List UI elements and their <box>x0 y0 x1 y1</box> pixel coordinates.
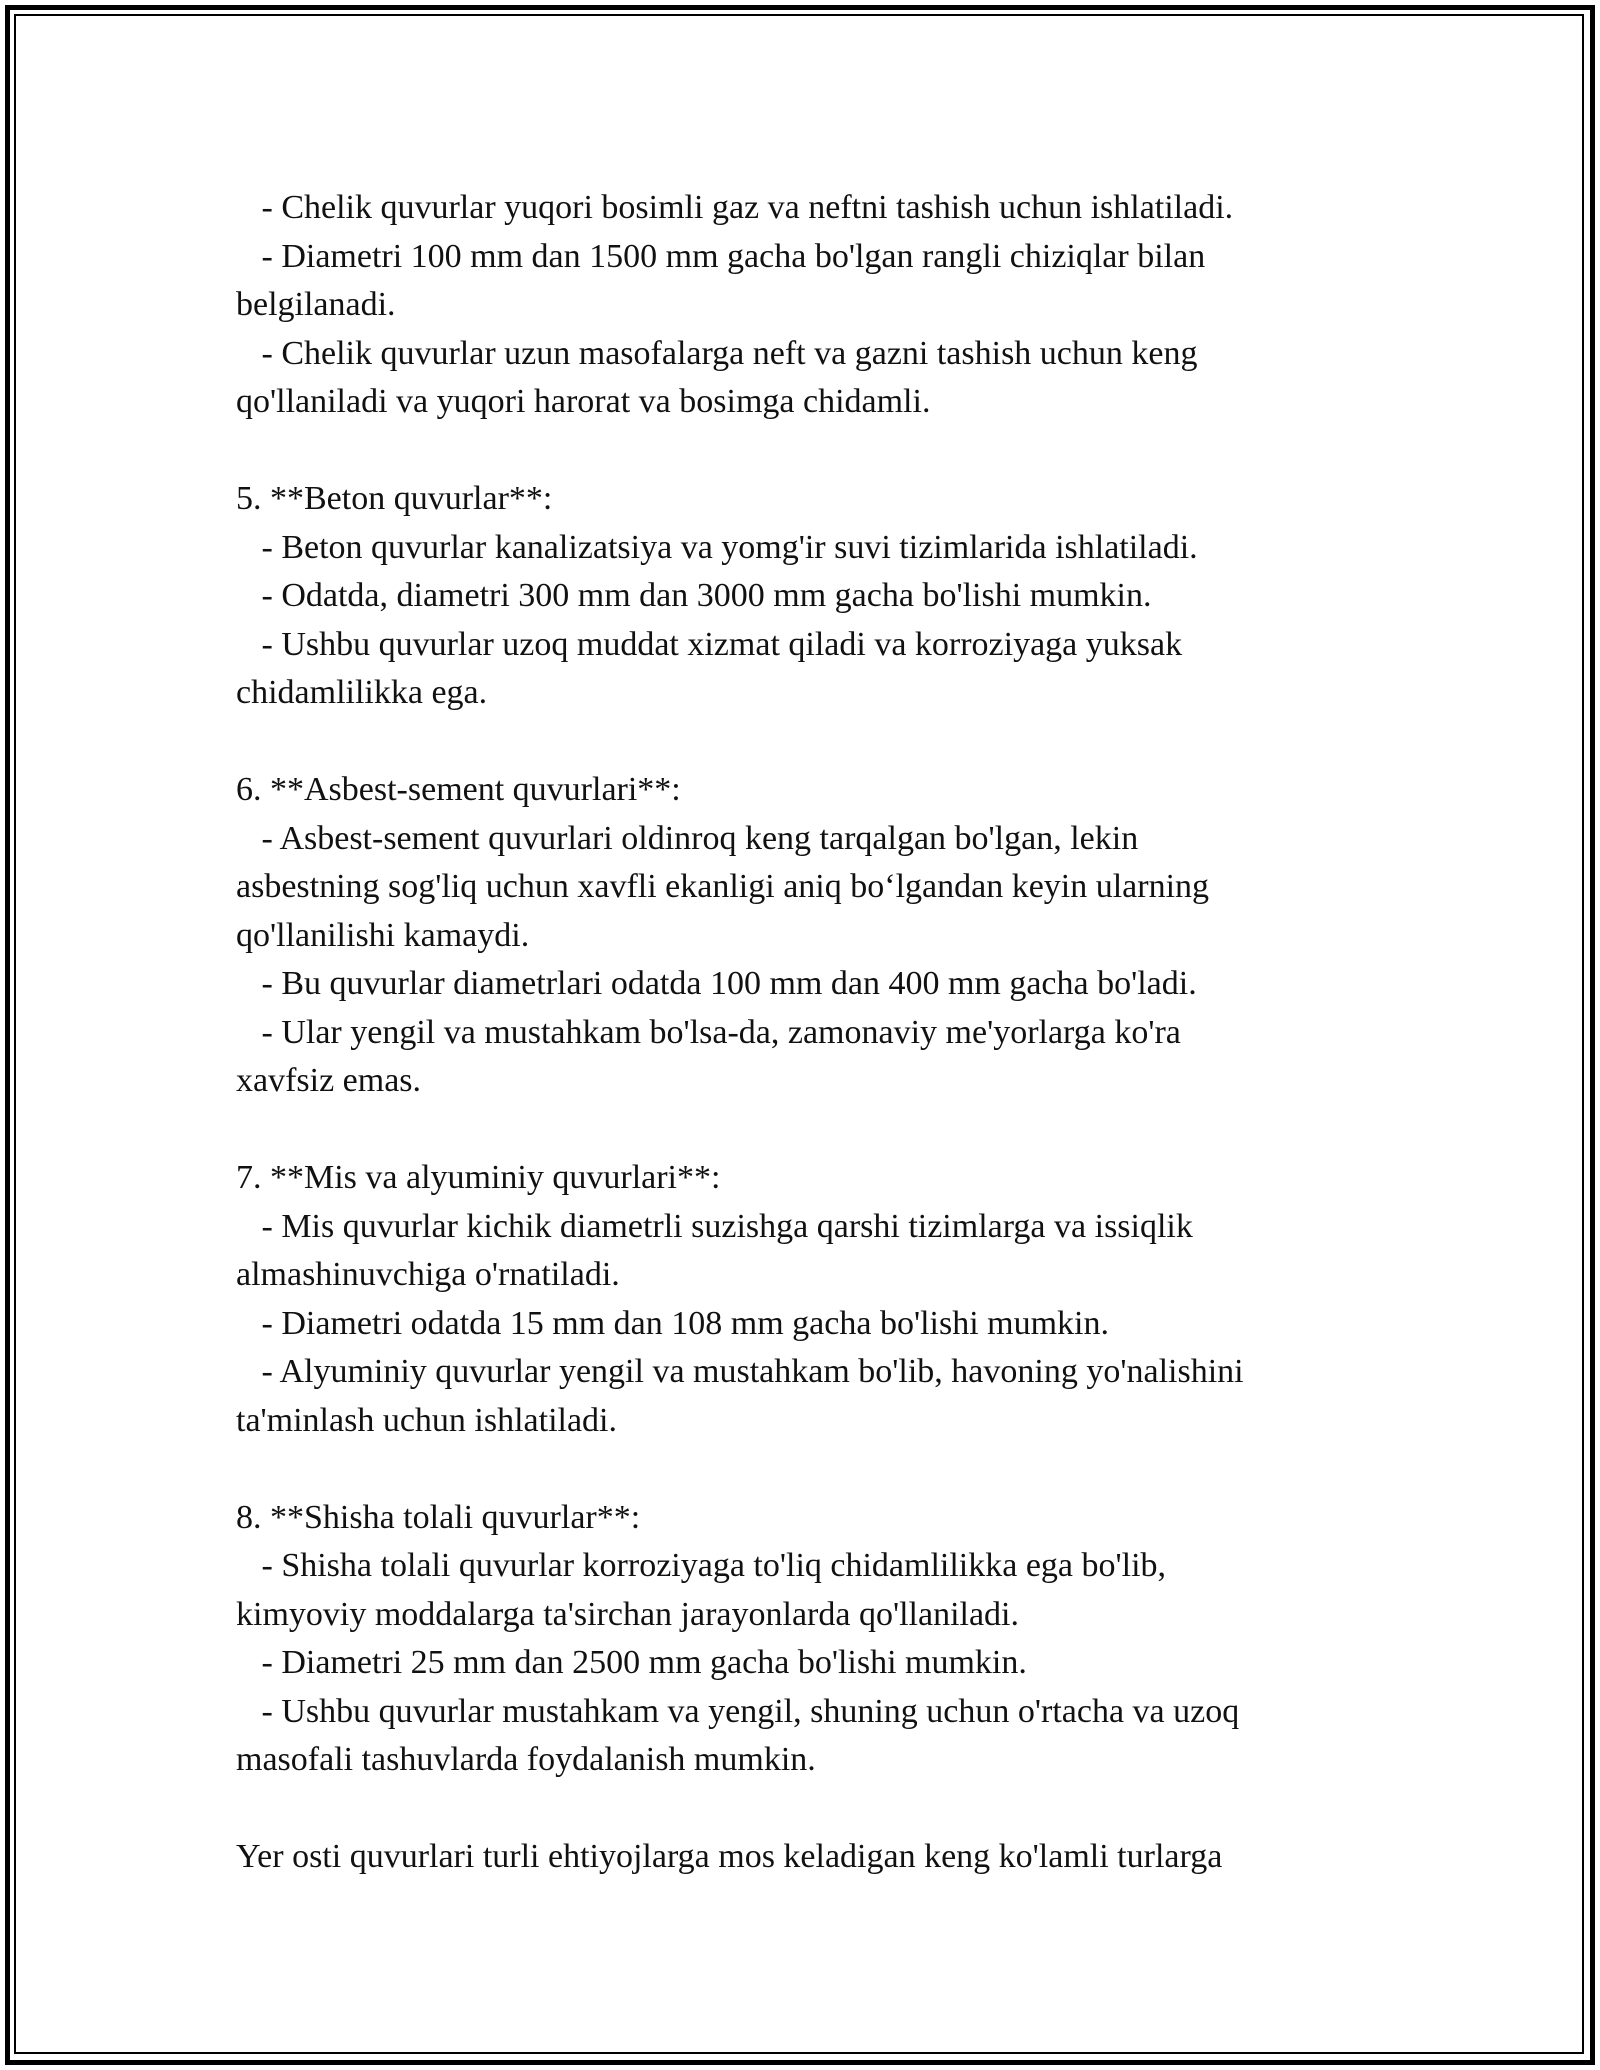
text-line: - Diametri 25 mm dan 2500 mm gacha bo'lishi mumkin. <box>236 1644 1027 1681</box>
text-line: - Odatda, diametri 300 mm dan 3000 mm gacha bo'lishi mumkin. <box>236 577 1152 614</box>
text-line: - Ular yengil va mustahkam bo'lsa-da, zamonaviy me'yorlarga ko'ra <box>236 1013 1181 1051</box>
paragraph-gap <box>236 1445 1366 1494</box>
text-line: - Ushbu quvurlar uzoq muddat xizmat qiladi va korroziyaga yuksak <box>236 625 1183 663</box>
text-line: ta'minlash uchun ishlatiladi. <box>236 1401 618 1439</box>
paragraph-gap <box>236 1106 1366 1155</box>
text-line: 5. **Beton quvurlar**: <box>236 480 553 517</box>
text-line: 6. **Asbest-sement quvurlari**: <box>236 771 681 808</box>
text-line: - Mis quvurlar kichik diametrli suzishga qarshi tizimlarga va issiqlik <box>236 1207 1193 1245</box>
text-line: - Chelik quvurlar uzun masofalarga neft va gazni tashish uchun keng <box>236 334 1198 372</box>
text-line: xavfsiz emas. <box>236 1062 422 1099</box>
text-line: qo'llaniladi va yuqori harorat va bosimga chidamli. <box>236 383 931 420</box>
text-line: - Alyuminiy quvurlar yengil va mustahkam bo'lib, havoning yo'nalishini <box>236 1353 1244 1390</box>
text-line: - Bu quvurlar diametrlari odatda 100 mm dan 400 mm gacha bo'ladi. <box>236 965 1197 1002</box>
text-line: Yer osti quvurlari turli ehtiyojlarga mos keladigan keng ko'lamli turlarga <box>236 1838 1223 1875</box>
text-line: - Diametri 100 mm dan 1500 mm gacha bo'lgan rangli chiziqlar bilan <box>236 237 1206 275</box>
text-line: belgilanadi. <box>236 286 396 323</box>
paragraph-gap <box>236 427 1366 476</box>
text-line: almashinuvchiga o'rnatiladi. <box>236 1256 620 1293</box>
text-line: chidamlilikka ega. <box>236 674 488 711</box>
paragraph-gap <box>236 1785 1366 1834</box>
text-line: - Beton quvurlar kanalizatsiya va yomg'ir suvi tizimlarida ishlatiladi. <box>236 528 1198 566</box>
text-line: - Asbest-sement quvurlari oldinroq keng tarqalgan bo'lgan, lekin <box>236 819 1139 857</box>
text-line: - Diametri odatda 15 mm dan 108 mm gacha bo'lishi mumkin. <box>236 1304 1109 1342</box>
text-line: qo'llanilishi kamaydi. <box>236 916 530 954</box>
text-line: - Ushbu quvurlar mustahkam va yengil, shuning uchun o'rtacha va uzoq <box>236 1692 1240 1730</box>
text-line: masofali tashuvlarda foydalanish mumkin. <box>236 1741 816 1778</box>
text-line: kimyoviy moddalarga ta'sirchan jarayonlarda qo'llaniladi. <box>236 1595 1019 1633</box>
paragraph-gap <box>236 718 1366 767</box>
text-line: asbestning sog'liq uchun xavfli ekanligi aniq bo‘lgandan keyin ularning <box>236 868 1210 905</box>
text-line: 8. **Shisha tolali quvurlar**: <box>236 1498 641 1536</box>
text-line: - Shisha tolali quvurlar korroziyaga to'liq chidamlilikka ega bo'lib, <box>236 1547 1167 1584</box>
text-line: 7. **Mis va alyuminiy quvurlari**: <box>236 1159 721 1196</box>
text-line: - Chelik quvurlar yuqori bosimli gaz va neftni tashish uchun ishlatiladi. <box>236 189 1234 226</box>
document-body <box>236 184 1366 1882</box>
